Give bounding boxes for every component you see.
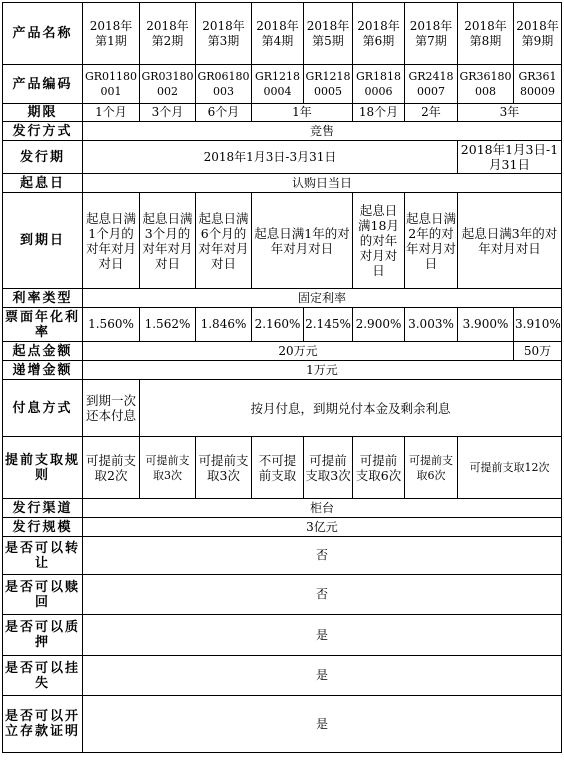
label-redeem: 是否可以赎回	[3, 575, 83, 615]
label-product-name: 产品名称	[3, 3, 83, 65]
cell-code-6: GR18180006	[353, 65, 405, 104]
cell-interest-rest: 按月付息，到期兑付本金及剩余利息	[140, 380, 562, 437]
cell-rate-3: 1.846%	[196, 308, 252, 342]
cell-term-1y: 1年	[252, 104, 353, 122]
cell-increment: 1万元	[83, 361, 562, 380]
row-early-withdrawal	[3, 437, 562, 499]
row-rate	[3, 308, 562, 342]
cell-early-8-9: 可提前支取12次	[458, 437, 562, 499]
cell-pledge: 是	[83, 615, 562, 656]
cell-early-7: 可提前支取6次	[405, 437, 458, 499]
row-value-date	[3, 174, 562, 193]
cell-maturity-1y: 起息日满1年的对年对月对日	[252, 193, 353, 289]
label-channel: 发行渠道	[3, 499, 83, 518]
row-issue-method	[3, 122, 562, 141]
cell-channel: 柜台	[83, 499, 562, 518]
cell-min-amount-main: 20万元	[83, 342, 514, 361]
row-product-name	[3, 3, 562, 65]
cell-rate-7: 3.003%	[405, 308, 458, 342]
cell-maturity-3m: 起息日满3个月的对年对月对日	[140, 193, 196, 289]
cell-report-loss: 是	[83, 656, 562, 696]
cell-name-6: 2018年第6期	[353, 3, 405, 65]
cell-early-1: 可提前支取2次	[83, 437, 140, 499]
cell-name-1: 2018年第1期	[83, 3, 140, 65]
cell-term-2y: 2年	[405, 104, 458, 122]
label-deposit-certificate: 是否可以开立存款证明	[3, 696, 83, 753]
cell-rate-2: 1.562%	[140, 308, 196, 342]
cell-name-8: 2018年第8期	[458, 3, 514, 65]
row-channel	[3, 499, 562, 518]
cell-name-9: 2018年第9期	[514, 3, 562, 65]
label-min-amount: 起点金额	[3, 342, 83, 361]
cell-early-6: 可提前支取6次	[353, 437, 405, 499]
cell-early-3: 可提前支取3次	[196, 437, 252, 499]
row-report-loss	[3, 656, 562, 696]
cell-transfer: 否	[83, 537, 562, 575]
row-interest	[3, 380, 562, 437]
cell-maturity-18m: 起息日满18月的对年对月对日	[353, 193, 405, 289]
cell-value-date: 认购日当日	[83, 174, 562, 193]
label-term: 期限	[3, 104, 83, 122]
cell-code-5: GR12180005	[304, 65, 353, 104]
row-deposit-certificate	[3, 696, 562, 753]
cell-rate-type: 固定利率	[83, 289, 562, 308]
cell-maturity-6m: 起息日满6个月的对年对月对日	[196, 193, 252, 289]
cell-term-18m: 18个月	[353, 104, 405, 122]
label-maturity: 到期日	[3, 193, 83, 289]
cell-issue-period-last: 2018年1月3日-1月31日	[458, 141, 562, 174]
row-term	[3, 104, 562, 122]
cell-maturity-2y: 起息日满2年的对年对月对日	[405, 193, 458, 289]
cell-term-3m: 3个月	[140, 104, 196, 122]
cell-code-4: GR12180004	[252, 65, 304, 104]
cell-rate-4: 2.160%	[252, 308, 304, 342]
cell-rate-6: 2.900%	[353, 308, 405, 342]
row-scale	[3, 518, 562, 537]
cell-code-9: GR36180009	[514, 65, 562, 104]
label-rate-type: 利率类型	[3, 289, 83, 308]
row-min-amount	[3, 342, 562, 361]
label-issue-period: 发行期	[3, 141, 83, 174]
row-increment	[3, 361, 562, 380]
cell-name-2: 2018年第2期	[140, 3, 196, 65]
cell-rate-5: 2.145%	[304, 308, 353, 342]
cell-code-7: GR24180007	[405, 65, 458, 104]
cell-name-4: 2018年第4期	[252, 3, 304, 65]
cell-early-5: 可提前支取3次	[304, 437, 353, 499]
label-product-code: 产品编码	[3, 65, 83, 104]
label-increment: 递增金额	[3, 361, 83, 380]
cell-maturity-1m: 起息日满1个月的对年对月对日	[83, 193, 140, 289]
cell-code-3: GR06180003	[196, 65, 252, 104]
row-product-code	[3, 65, 562, 104]
cell-early-2: 可提前支取3次	[140, 437, 196, 499]
row-rate-type	[3, 289, 562, 308]
cell-redeem: 否	[83, 575, 562, 615]
label-early-withdrawal: 提前支取规则	[3, 437, 83, 499]
cell-name-5: 2018年第5期	[304, 3, 353, 65]
cell-interest-first: 到期一次还本付息	[83, 380, 140, 437]
cell-min-amount-last: 50万	[514, 342, 562, 361]
cell-rate-9: 3.910%	[514, 308, 562, 342]
label-issue-method: 发行方式	[3, 122, 83, 141]
cell-code-8: GR36180008	[458, 65, 514, 104]
product-table	[2, 2, 562, 753]
cell-early-4: 不可提前支取	[252, 437, 304, 499]
cell-deposit-certificate: 是	[83, 696, 562, 753]
label-scale: 发行规模	[3, 518, 83, 537]
cell-term-1m: 1个月	[83, 104, 140, 122]
cell-term-6m: 6个月	[196, 104, 252, 122]
cell-issue-method: 竞售	[83, 122, 562, 141]
row-redeem	[3, 575, 562, 615]
row-pledge	[3, 615, 562, 656]
label-report-loss: 是否可以挂失	[3, 656, 83, 696]
row-maturity	[3, 193, 562, 289]
cell-name-7: 2018年第7期	[405, 3, 458, 65]
cell-maturity-3y: 起息日满3年的对年对月对日	[458, 193, 562, 289]
label-value-date: 起息日	[3, 174, 83, 193]
label-interest: 付息方式	[3, 380, 83, 437]
cell-rate-1: 1.560%	[83, 308, 140, 342]
cell-scale: 3亿元	[83, 518, 562, 537]
cell-rate-8: 3.900%	[458, 308, 514, 342]
row-issue-period	[3, 141, 562, 174]
cell-issue-period-main: 2018年1月3日-3月31日	[83, 141, 458, 174]
row-transfer	[3, 537, 562, 575]
cell-code-1: GR01180001	[83, 65, 140, 104]
cell-name-3: 2018年第3期	[196, 3, 252, 65]
label-rate: 票面年化利率	[3, 308, 83, 342]
cell-code-2: GR03180002	[140, 65, 196, 104]
label-transfer: 是否可以转让	[3, 537, 83, 575]
label-pledge: 是否可以质押	[3, 615, 83, 656]
cell-term-3y: 3年	[458, 104, 562, 122]
